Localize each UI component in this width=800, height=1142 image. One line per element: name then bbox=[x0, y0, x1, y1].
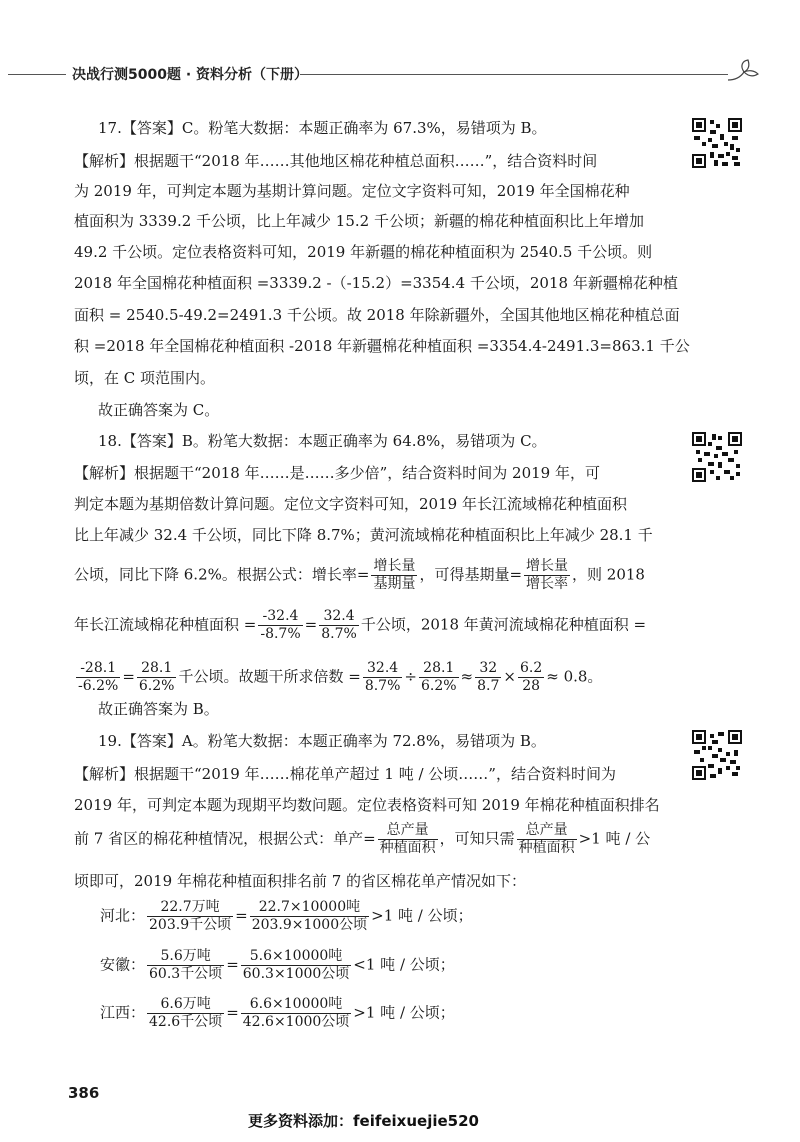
sprout-leaf-icon bbox=[724, 58, 764, 84]
fraction-base-amount bbox=[524, 558, 570, 593]
q18-formula-line-3 bbox=[74, 660, 602, 695]
denominator: 203.9×1000公顷 bbox=[251, 917, 368, 933]
q18-text-7a: 千公顷。故题干所求倍数 = bbox=[178, 667, 361, 686]
q17-analysis-line-1: 【解析】根据题干“2018 年……其他地区棉花种植总面积……”，结合资料时间 bbox=[74, 152, 598, 170]
q17-analysis-line-4: 49.2 千公顷。定位表格资料可知，2019 年新疆的棉花种植面积为 2540.5 千公顷。则 bbox=[74, 243, 653, 261]
fraction-ratio-c bbox=[475, 660, 501, 695]
q18-analysis-line-2: 判定本题为基期倍数计算问题。定位文字资料可知，2019 年长江流域棉花种植面积 bbox=[74, 495, 627, 513]
numerator: 32 bbox=[475, 660, 501, 678]
yield-row-anhui bbox=[100, 948, 455, 983]
numerator: 6.2 bbox=[519, 660, 543, 676]
fraction-jiangxi-a bbox=[147, 996, 224, 1031]
denominator: 8.7 bbox=[477, 678, 500, 694]
fraction-ratio-a bbox=[363, 660, 403, 695]
q19-text-4b: ，可知只需 bbox=[439, 829, 515, 848]
q18-text-6a: 年长江流域棉花种植面积 = bbox=[74, 615, 257, 634]
q17-analysis-line-6: 面积 = 2540.5-49.2=2491.3 千公顷。故 2018 年除新疆外，全国其他地区棉花种植总面 bbox=[74, 306, 680, 324]
qr-code-19[interactable] bbox=[692, 730, 742, 780]
running-header bbox=[0, 58, 800, 88]
yield-row-hebei bbox=[100, 899, 473, 934]
divide-sign: ÷ bbox=[404, 667, 417, 686]
q19-text-4a: 前 7 省区的棉花种植情况，根据公式：单产= bbox=[74, 829, 376, 848]
q18-formula-line-1 bbox=[74, 558, 645, 593]
fraction-hebei-a bbox=[147, 899, 233, 934]
qr-code-17[interactable] bbox=[692, 118, 742, 168]
q17-analysis-line-3: 植面积为 3339.2 千公顷，比上年减少 15.2 千公顷；新疆的棉花种植面积比上年增加 bbox=[74, 212, 644, 230]
denominator: 42.6千公顷 bbox=[149, 1014, 223, 1030]
denominator: 增长率 bbox=[526, 576, 569, 592]
q17-analysis-line-5: 2018 年全国棉花种植面积 =3339.2 -（-15.2）=3354.4 千公顷，2018 年新疆棉花种植 bbox=[74, 274, 678, 292]
denominator: 种植面积 bbox=[379, 840, 436, 856]
denominator: 8.7% bbox=[321, 626, 357, 642]
q19-answer-line: 19.【答案】A。粉笔大数据：本题正确率为 72.8%，易错项为 B。 bbox=[98, 732, 546, 750]
qr-code-18[interactable] bbox=[692, 432, 742, 482]
fraction-ratio-d bbox=[518, 660, 544, 695]
q18-analysis-line-3: 比上年减少 32.4 千公顷，同比下降 8.7%；黄河流域棉花种植面积比上年减少 28.1 千 bbox=[74, 526, 653, 544]
comparison-text: <1 吨 / 公顷； bbox=[353, 955, 455, 974]
q18-text-5b: ，可得基期量= bbox=[419, 565, 523, 584]
denominator: 60.3千公顷 bbox=[149, 966, 223, 982]
q19-analysis-line-2: 2019 年，可判定本题为现期平均数问题。定位表格资料可知 2019 年棉花种植面积排名 bbox=[74, 796, 660, 814]
numerator: 5.6×10000吨 bbox=[241, 948, 352, 966]
page-number: 386 bbox=[68, 1084, 100, 1102]
q18-answer-line: 18.【答案】B。粉笔大数据：本题正确率为 64.8%，易错项为 C。 bbox=[98, 432, 547, 450]
numerator: 6.6×10000吨 bbox=[241, 996, 352, 1014]
denominator: 28 bbox=[522, 678, 541, 694]
province-label: 江西： bbox=[100, 1003, 146, 1022]
q18-formula-line-2 bbox=[74, 608, 646, 643]
numerator: 增长量 bbox=[373, 558, 416, 574]
numerator: -32.4 bbox=[258, 608, 302, 626]
numerator: 5.6万吨 bbox=[147, 948, 224, 966]
q17-analysis-line-2: 为 2019 年，可判定本题为基期计算问题。定位文字资料可知，2019 年全国棉花种 bbox=[74, 182, 630, 200]
q18-conclusion: 故正确答案为 B。 bbox=[98, 700, 219, 718]
book-title: 决战行测5000题 · 资料分析（下册） bbox=[72, 67, 309, 83]
footer-contact: 更多资料添加：feifeixuejie520 bbox=[248, 1112, 479, 1130]
fraction-ratio-b bbox=[419, 660, 459, 695]
numerator: 22.7×10000吨 bbox=[250, 899, 369, 917]
q18-text-7b: ≈ 0.8。 bbox=[546, 667, 603, 686]
province-label: 河北： bbox=[100, 906, 146, 925]
numerator: 32.4 bbox=[319, 608, 359, 626]
denominator: -8.7% bbox=[260, 626, 301, 642]
q19-text-4c: >1 吨 / 公 bbox=[578, 829, 651, 848]
denominator: 6.2% bbox=[138, 678, 175, 694]
equals-sign: = bbox=[235, 906, 248, 925]
numerator: 32.4 bbox=[363, 660, 403, 678]
q18-text-5c: ，则 2018 bbox=[572, 565, 645, 584]
denominator: 种植面积 bbox=[518, 840, 575, 856]
denominator: 60.3×1000公顷 bbox=[242, 966, 350, 982]
q17-analysis-line-8: 顷，在 C 项范围内。 bbox=[74, 369, 216, 387]
fraction-yield-definition bbox=[378, 822, 438, 857]
q17-analysis-line-7: 积 =2018 年全国棉花种植面积 -2018 年新疆棉花种植面积 =3354.4-2491.3=863.1 千公 bbox=[74, 337, 690, 355]
fraction-anhui-b bbox=[241, 948, 352, 983]
yield-row-jiangxi bbox=[100, 996, 455, 1031]
comparison-text: >1 吨 / 公顷； bbox=[353, 1003, 455, 1022]
denominator: -6.2% bbox=[78, 678, 119, 694]
denominator: 基期量 bbox=[373, 576, 416, 592]
q19-analysis-line-1: 【解析】根据题干“2019 年……棉花单产超过 1 吨 / 公顷……”，结合资料时间为 bbox=[74, 765, 616, 783]
fraction-huanghe-neg bbox=[76, 660, 120, 695]
equals-sign: = bbox=[304, 615, 318, 634]
province-label: 安徽： bbox=[100, 955, 146, 974]
denominator: 42.6×1000公顷 bbox=[242, 1014, 350, 1030]
q18-text-5a: 公顷，同比下降 6.2%。根据公式：增长率= bbox=[74, 565, 370, 584]
fraction-changjiang bbox=[319, 608, 359, 643]
numerator: 总产量 bbox=[378, 822, 438, 840]
equals-sign: = bbox=[226, 955, 239, 974]
header-rule-right bbox=[300, 74, 728, 75]
denominator: 6.2% bbox=[420, 678, 457, 694]
q17-answer-line: 17.【答案】C。粉笔大数据：本题正确率为 67.3%，易错项为 B。 bbox=[98, 119, 547, 137]
numerator: -28.1 bbox=[76, 660, 120, 678]
fraction-anhui-a bbox=[147, 948, 224, 983]
numerator: 28.1 bbox=[419, 660, 459, 678]
denominator: 203.9千公顷 bbox=[149, 917, 232, 933]
fraction-changjiang-neg bbox=[258, 608, 302, 643]
numerator: 6.6万吨 bbox=[147, 996, 224, 1014]
times-sign: × bbox=[503, 667, 516, 686]
header-rule-left bbox=[8, 74, 66, 75]
numerator: 28.1 bbox=[137, 660, 177, 678]
fraction-yield-condition bbox=[517, 822, 577, 857]
q18-text-6b: 千公顷，2018 年黄河流域棉花种植面积 = bbox=[360, 615, 647, 634]
fraction-huanghe bbox=[137, 660, 177, 695]
q17-conclusion: 故正确答案为 C。 bbox=[98, 401, 220, 419]
fraction-growth-rate bbox=[371, 558, 417, 593]
equals-sign: = bbox=[122, 667, 135, 686]
fraction-hebei-b bbox=[250, 899, 369, 934]
q19-analysis-line-4: 顷即可，2019 年棉花种植面积排名前 7 的省区棉花单产情况如下： bbox=[74, 872, 527, 890]
comparison-text: >1 吨 / 公顷； bbox=[371, 906, 473, 925]
denominator: 8.7% bbox=[364, 678, 401, 694]
numerator: 总产量 bbox=[517, 822, 577, 840]
q18-analysis-line-1: 【解析】根据题干“2018 年……是……多少倍”，结合资料时间为 2019 年，可 bbox=[74, 464, 600, 482]
numerator: 22.7万吨 bbox=[147, 899, 233, 917]
approx-sign: ≈ bbox=[460, 667, 474, 686]
equals-sign: = bbox=[226, 1003, 239, 1022]
numerator: 增长量 bbox=[526, 558, 569, 574]
fraction-jiangxi-b bbox=[241, 996, 352, 1031]
q19-formula-line bbox=[74, 822, 650, 857]
